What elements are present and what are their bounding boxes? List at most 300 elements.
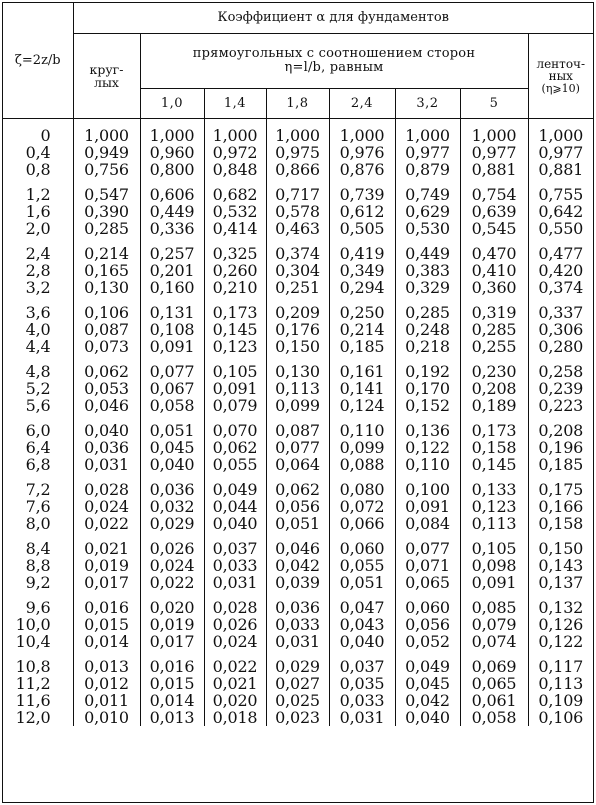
coefficient-cell: 0,285 [395,304,460,321]
coefficient-cell: 0,337 [528,304,593,321]
table-row [3,633,593,650]
coefficient-cell: 0,866 [266,161,329,178]
coefficient-cell: 0,100 [395,481,460,498]
coefficient-cell: 0,061 [460,692,528,709]
coefficient-cell: 0,037 [329,658,395,675]
coefficient-cell: 0,037 [204,540,266,557]
strip-foundation-header [528,34,593,119]
coefficient-cell: 0,022 [204,658,266,675]
coefficient-cell: 0,141 [329,380,395,397]
coefficient-cell: 0,113 [266,380,329,397]
zeta-cell: 7,2 [25,480,51,499]
coefficient-cell: 0,032 [140,498,204,515]
coefficient-cell: 0,014 [73,633,140,650]
coefficient-cell: 0,977 [395,144,460,161]
coefficient-cell: 0,084 [395,515,460,532]
coefficient-cell: 0,349 [329,262,395,279]
coefficient-cell: 0,390 [73,203,140,220]
coefficient-cell: 0,214 [73,245,140,262]
coefficient-cell: 0,255 [460,338,528,355]
coefficient-cell: 0,011 [73,692,140,709]
coefficient-table [3,3,593,726]
coefficient-cell: 0,158 [460,439,528,456]
coefficient-cell: 0,039 [266,574,329,591]
zeta-cell: 6,4 [25,438,51,457]
coefficient-cell: 0,044 [204,498,266,515]
coefficient-cell: 0,800 [140,161,204,178]
coefficient-cell: 0,062 [266,481,329,498]
table-row [3,380,593,397]
coefficient-cell: 0,218 [395,338,460,355]
coefficient-cell: 0,023 [266,709,329,726]
table-row [3,574,593,591]
coefficient-cell: 0,304 [266,262,329,279]
table-header [3,3,593,119]
coefficient-cell: 0,881 [460,161,528,178]
table-row [3,481,593,498]
coefficient-cell: 0,040 [329,633,395,650]
coefficient-cell: 0,547 [73,186,140,203]
coefficient-cell: 0,285 [73,220,140,237]
coefficient-cell: 0,045 [395,675,460,692]
coefficient-cell: 0,012 [73,675,140,692]
coefficient-cell: 0,074 [460,633,528,650]
coefficient-cell: 0,682 [204,186,266,203]
coefficient-cell: 0,360 [460,279,528,296]
coefficient-cell: 0,033 [266,616,329,633]
zeta-cell: 5,6 [25,396,51,415]
coefficient-cell: 0,176 [266,321,329,338]
coefficient-cell: 0,642 [528,203,593,220]
coefficient-cell: 0,196 [528,439,593,456]
zeta-cell: 11,2 [15,674,51,693]
coefficient-cell: 0,110 [395,456,460,473]
coefficient-cell: 0,077 [395,540,460,557]
coefficient-cell: 0,031 [204,574,266,591]
coefficient-cell: 0,612 [329,203,395,220]
coefficient-cell: 0,021 [73,540,140,557]
coefficient-cell: 0,051 [140,422,204,439]
coefficient-cell: 0,052 [395,633,460,650]
coefficient-cell: 0,040 [73,422,140,439]
coefficient-cell: 1,000 [204,127,266,144]
coefficient-cell: 0,065 [460,675,528,692]
coefficient-cell: 0,209 [266,304,329,321]
coefficient-cell: 0,051 [266,515,329,532]
table-row [3,658,593,675]
coefficient-cell: 0,087 [73,321,140,338]
table-row [3,304,593,321]
coefficient-cell: 0,098 [460,557,528,574]
coefficient-cell: 0,756 [73,161,140,178]
coefficient-cell: 0,260 [204,262,266,279]
coefficient-cell: 0,161 [329,363,395,380]
coefficient-cell: 0,881 [528,161,593,178]
coefficient-cell: 0,449 [140,203,204,220]
coefficient-cell: 0,239 [528,380,593,397]
zeta-cell: 4,8 [25,362,51,381]
coefficient-cell: 0,015 [73,616,140,633]
coefficient-cell: 0,336 [140,220,204,237]
coefficient-cell: 0,045 [140,439,204,456]
coefficient-cell: 0,189 [460,397,528,414]
table-row [3,144,593,161]
coefficient-cell: 0,036 [266,599,329,616]
zeta-cell: 11,6 [15,691,51,710]
coefficient-cell: 0,073 [73,338,140,355]
coefficient-cell: 0,055 [329,557,395,574]
coefficient-cell: 0,040 [395,709,460,726]
coefficient-cell: 0,031 [329,709,395,726]
coefficient-cell: 0,230 [460,363,528,380]
ratio-header-5: 3,2 [395,89,460,119]
coefficient-cell: 0,091 [460,574,528,591]
coefficient-cell: 0,131 [140,304,204,321]
coefficient-cell: 0,639 [460,203,528,220]
coefficient-cell: 0,077 [266,439,329,456]
table-row [3,220,593,237]
coefficient-cell: 0,150 [266,338,329,355]
coefficient-cell: 0,015 [140,675,204,692]
coefficient-cell: 0,010 [73,709,140,726]
coefficient-cell: 0,848 [204,161,266,178]
coefficient-cell: 0,067 [140,380,204,397]
coefficient-table-sheet [2,2,594,803]
coefficient-cell: 0,062 [73,363,140,380]
coefficient-cell: 0,532 [204,203,266,220]
coefficient-cell: 0,042 [266,557,329,574]
coefficient-cell: 0,126 [528,616,593,633]
zeta-cell: 4,4 [25,337,51,356]
coefficient-cell: 0,122 [395,439,460,456]
zeta-cell: 8,0 [25,514,51,533]
coefficient-cell: 0,223 [528,397,593,414]
coefficient-cell: 1,000 [528,127,593,144]
coefficient-cell: 0,019 [140,616,204,633]
coefficient-cell: 0,019 [73,557,140,574]
table-row [3,498,593,515]
ratio-header-6: 5 [460,89,528,119]
table-row [3,262,593,279]
round-foundation-header: круг- лых [73,34,140,119]
coefficient-cell: 0,099 [329,439,395,456]
coefficient-cell: 0,088 [329,456,395,473]
coefficient-cell: 1,000 [266,127,329,144]
coefficient-cell: 0,070 [204,422,266,439]
zeta-cell: 0 [40,126,51,145]
table-row [3,321,593,338]
coefficient-cell: 0,629 [395,203,460,220]
coefficient-cell: 0,018 [204,709,266,726]
coefficient-cell: 0,105 [460,540,528,557]
table-row [3,203,593,220]
table-row [3,397,593,414]
coefficient-cell: 0,319 [460,304,528,321]
coefficient-cell: 0,123 [460,498,528,515]
coefficient-cell: 0,145 [204,321,266,338]
coefficient-cell: 0,091 [395,498,460,515]
coefficient-cell: 1,000 [460,127,528,144]
coefficient-cell: 0,173 [460,422,528,439]
table-body [3,119,593,727]
coefficient-cell: 0,876 [329,161,395,178]
coefficient-cell: 0,185 [329,338,395,355]
coefficient-cell: 0,024 [73,498,140,515]
zeta-cell: 5,2 [25,379,51,398]
coefficient-cell: 0,113 [460,515,528,532]
coefficient-cell: 0,091 [140,338,204,355]
coefficient-cell: 0,208 [528,422,593,439]
zeta-cell: 4,0 [25,320,51,339]
coefficient-cell: 0,250 [329,304,395,321]
table-row [3,709,593,726]
coefficient-cell: 0,049 [395,658,460,675]
table-row [3,279,593,296]
coefficient-cell: 0,130 [266,363,329,380]
coefficient-cell: 0,145 [460,456,528,473]
coefficient-cell: 0,036 [73,439,140,456]
coefficient-cell: 0,087 [266,422,329,439]
coefficient-cell: 0,042 [395,692,460,709]
coefficient-cell: 0,449 [395,245,460,262]
coefficient-cell: 0,013 [140,709,204,726]
coefficient-cell: 0,158 [528,515,593,532]
coefficient-cell: 0,080 [329,481,395,498]
coefficient-cell: 0,085 [460,599,528,616]
zeta-cell: 1,2 [25,185,51,204]
coefficient-cell: 0,024 [140,557,204,574]
coefficient-cell: 0,029 [140,515,204,532]
coefficient-cell: 0,122 [528,633,593,650]
coefficient-cell: 0,136 [395,422,460,439]
table-row [3,161,593,178]
coefficient-cell: 0,143 [528,557,593,574]
zeta-cell: 8,4 [25,539,51,558]
coefficient-cell: 0,251 [266,279,329,296]
coefficient-cell: 0,160 [140,279,204,296]
coefficient-cell: 0,033 [204,557,266,574]
coefficient-cell: 0,972 [204,144,266,161]
coefficient-cell: 0,043 [329,616,395,633]
coefficient-cell: 0,026 [204,616,266,633]
coefficient-title: Коэффициент α для фундаментов [73,3,593,34]
coefficient-cell: 0,113 [528,675,593,692]
ratio-header-1: 1,0 [140,89,204,119]
coefficient-cell: 0,175 [528,481,593,498]
coefficient-cell: 0,949 [73,144,140,161]
coefficient-cell: 0,091 [204,380,266,397]
coefficient-cell: 1,000 [140,127,204,144]
coefficient-cell: 0,130 [73,279,140,296]
coefficient-cell: 0,208 [460,380,528,397]
ratio-header-3: 1,8 [266,89,329,119]
coefficient-cell: 0,280 [528,338,593,355]
coefficient-cell: 0,062 [204,439,266,456]
coefficient-cell: 0,463 [266,220,329,237]
coefficient-cell: 0,975 [266,144,329,161]
coefficient-cell: 0,056 [395,616,460,633]
rectangular-foundation-header: прямоугольных с соотношением сторон η=l/b, равным [140,34,528,89]
coefficient-cell: 0,960 [140,144,204,161]
zeta-cell: 9,2 [25,573,51,592]
coefficient-cell: 0,123 [204,338,266,355]
coefficient-cell: 0,505 [329,220,395,237]
coefficient-cell: 0,056 [266,498,329,515]
zeta-cell: 3,6 [25,303,51,322]
coefficient-cell: 0,749 [395,186,460,203]
coefficient-cell: 0,040 [140,456,204,473]
coefficient-cell: 0,021 [204,675,266,692]
coefficient-cell: 0,294 [329,279,395,296]
coefficient-cell: 0,420 [528,262,593,279]
coefficient-cell: 0,035 [329,675,395,692]
coefficient-cell: 0,124 [329,397,395,414]
coefficient-cell: 0,550 [528,220,593,237]
coefficient-cell: 0,117 [528,658,593,675]
coefficient-cell: 0,105 [204,363,266,380]
coefficient-cell: 0,133 [460,481,528,498]
coefficient-cell: 0,046 [73,397,140,414]
table-row [3,186,593,203]
coefficient-cell: 0,173 [204,304,266,321]
coefficient-cell: 0,077 [140,363,204,380]
coefficient-cell: 0,739 [329,186,395,203]
coefficient-cell: 0,106 [73,304,140,321]
table-row [3,616,593,633]
coefficient-cell: 0,879 [395,161,460,178]
zeta-cell: 10,8 [15,657,51,676]
coefficient-cell: 0,046 [266,540,329,557]
coefficient-cell: 0,165 [73,262,140,279]
coefficient-cell: 0,470 [460,245,528,262]
coefficient-cell: 1,000 [395,127,460,144]
coefficient-cell: 0,383 [395,262,460,279]
zeta-cell: 0,4 [25,143,51,162]
coefficient-cell: 0,106 [528,709,593,726]
table-row [3,422,593,439]
coefficient-cell: 0,066 [329,515,395,532]
zeta-cell: 3,2 [25,278,51,297]
coefficient-cell: 0,013 [73,658,140,675]
coefficient-cell: 0,064 [266,456,329,473]
coefficient-cell: 0,072 [329,498,395,515]
coefficient-cell: 0,578 [266,203,329,220]
coefficient-cell: 0,414 [204,220,266,237]
coefficient-cell: 0,248 [395,321,460,338]
coefficient-cell: 0,024 [204,633,266,650]
zeta-cell: 6,8 [25,455,51,474]
coefficient-cell: 0,754 [460,186,528,203]
coefficient-cell: 0,210 [204,279,266,296]
coefficient-cell: 0,185 [528,456,593,473]
coefficient-cell: 0,049 [204,481,266,498]
coefficient-cell: 0,079 [204,397,266,414]
coefficient-cell: 1,000 [73,127,140,144]
zeta-column-header: ζ=2z/b [3,3,73,119]
coefficient-cell: 0,137 [528,574,593,591]
coefficient-cell: 1,000 [329,127,395,144]
coefficient-cell: 0,033 [329,692,395,709]
strip-foundation-condition: (η⩾10) [541,81,580,95]
zeta-cell: 6,0 [25,421,51,440]
table-row [3,338,593,355]
coefficient-cell: 0,166 [528,498,593,515]
coefficient-cell: 0,257 [140,245,204,262]
coefficient-cell: 0,029 [266,658,329,675]
zeta-cell: 0,8 [25,160,51,179]
coefficient-cell: 0,108 [140,321,204,338]
table-row [3,692,593,709]
coefficient-cell: 0,036 [140,481,204,498]
coefficient-cell: 0,214 [329,321,395,338]
table-row [3,456,593,473]
coefficient-cell: 0,031 [73,456,140,473]
table-row [3,515,593,532]
zeta-cell: 10,0 [15,615,51,634]
coefficient-cell: 0,192 [395,363,460,380]
coefficient-cell: 0,755 [528,186,593,203]
coefficient-cell: 0,040 [204,515,266,532]
coefficient-cell: 0,132 [528,599,593,616]
coefficient-cell: 0,020 [204,692,266,709]
coefficient-cell: 0,079 [460,616,528,633]
coefficient-cell: 0,055 [204,456,266,473]
coefficient-cell: 0,058 [460,709,528,726]
coefficient-cell: 0,027 [266,675,329,692]
coefficient-cell: 0,060 [395,599,460,616]
coefficient-cell: 0,152 [395,397,460,414]
zeta-cell: 2,0 [25,219,51,238]
coefficient-cell: 0,170 [395,380,460,397]
coefficient-cell: 0,028 [204,599,266,616]
ratio-header-2: 1,4 [204,89,266,119]
coefficient-cell: 0,258 [528,363,593,380]
table-row [3,675,593,692]
coefficient-cell: 0,109 [528,692,593,709]
table-row [3,557,593,574]
coefficient-cell: 0,285 [460,321,528,338]
coefficient-cell: 0,977 [460,144,528,161]
coefficient-cell: 0,410 [460,262,528,279]
coefficient-cell: 0,047 [329,599,395,616]
zeta-cell: 10,4 [15,632,51,651]
coefficient-cell: 0,016 [73,599,140,616]
coefficient-cell: 0,717 [266,186,329,203]
table-row [3,363,593,380]
coefficient-cell: 0,071 [395,557,460,574]
coefficient-cell: 0,530 [395,220,460,237]
table-row [3,540,593,557]
coefficient-cell: 0,325 [204,245,266,262]
coefficient-cell: 0,053 [73,380,140,397]
coefficient-cell: 0,329 [395,279,460,296]
table-row [3,245,593,262]
coefficient-cell: 0,201 [140,262,204,279]
coefficient-cell: 0,606 [140,186,204,203]
zeta-cell: 1,6 [25,202,51,221]
coefficient-cell: 0,016 [140,658,204,675]
coefficient-cell: 0,031 [266,633,329,650]
coefficient-cell: 0,545 [460,220,528,237]
coefficient-cell: 0,976 [329,144,395,161]
table-row [3,127,593,144]
coefficient-cell: 0,150 [528,540,593,557]
coefficient-cell: 0,022 [140,574,204,591]
zeta-cell: 8,8 [25,556,51,575]
table-row [3,599,593,616]
coefficient-cell: 0,099 [266,397,329,414]
zeta-cell: 2,4 [25,244,51,263]
